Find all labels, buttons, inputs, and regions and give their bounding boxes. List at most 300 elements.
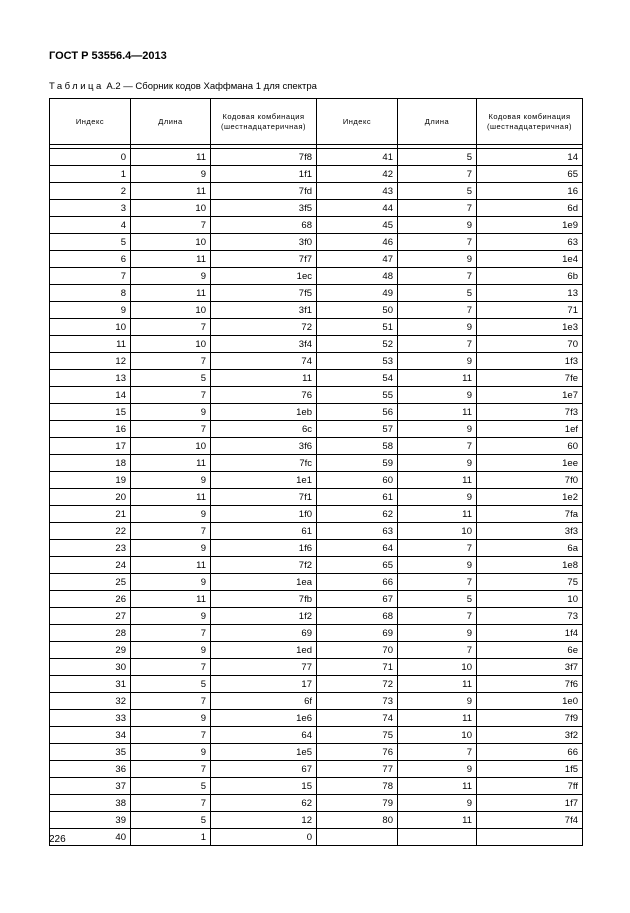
table-cell: 35 (50, 744, 131, 761)
table-cell: 7fe (477, 370, 583, 387)
table-cell: 14 (477, 149, 583, 166)
table-cell: 70 (317, 642, 398, 659)
table-cell: 9 (131, 642, 211, 659)
table-cell: 9 (131, 710, 211, 727)
table-row (50, 370, 583, 387)
table-cell: 9 (398, 353, 477, 370)
table-cell: 7f4 (477, 812, 583, 829)
table-cell (477, 829, 583, 846)
table-cell: 3f0 (211, 234, 317, 251)
table-cell: 25 (50, 574, 131, 591)
table-cell: 9 (131, 404, 211, 421)
table-row (50, 149, 583, 166)
table-cell: 59 (317, 455, 398, 472)
table-cell: 7 (131, 659, 211, 676)
table-row (50, 438, 583, 455)
table-cell: 36 (50, 761, 131, 778)
table-cell: 10 (131, 200, 211, 217)
table-row (50, 540, 583, 557)
table-row (50, 285, 583, 302)
table-row (50, 251, 583, 268)
table-cell: 11 (131, 183, 211, 200)
table-cell: 9 (398, 489, 477, 506)
table-row (50, 710, 583, 727)
table-cell: 3f2 (477, 727, 583, 744)
table-row (50, 336, 583, 353)
table-row (50, 608, 583, 625)
table-cell: 7 (398, 540, 477, 557)
column-header: Индекс (317, 99, 398, 145)
table-row (50, 183, 583, 200)
table-cell: 2 (50, 183, 131, 200)
table-cell: 12 (211, 812, 317, 829)
table-row (50, 455, 583, 472)
table-cell: 1e4 (477, 251, 583, 268)
table-cell: 68 (317, 608, 398, 625)
table-cell: 7 (131, 761, 211, 778)
table-cell: 60 (317, 472, 398, 489)
table-cell: 5 (131, 370, 211, 387)
table-cell: 71 (477, 302, 583, 319)
table-cell: 1f6 (211, 540, 317, 557)
table-cell: 7f1 (211, 489, 317, 506)
column-header: Индекс (50, 99, 131, 145)
table-cell: 75 (317, 727, 398, 744)
table-cell: 7fc (211, 455, 317, 472)
table-cell: 64 (317, 540, 398, 557)
table-cell: 7fa (477, 506, 583, 523)
table-cell: 5 (398, 183, 477, 200)
table-cell: 11 (211, 370, 317, 387)
table-cell: 1f7 (477, 795, 583, 812)
table-row (50, 217, 583, 234)
table-cell: 6e (477, 642, 583, 659)
table-cell: 7f3 (477, 404, 583, 421)
table-cell: 7 (398, 200, 477, 217)
table-cell: 9 (398, 421, 477, 438)
table-cell: 32 (50, 693, 131, 710)
table-cell: 6d (477, 200, 583, 217)
table-cell: 9 (131, 744, 211, 761)
table-cell: 61 (211, 523, 317, 540)
table-row (50, 489, 583, 506)
table-cell: 7 (398, 642, 477, 659)
table-cell: 10 (398, 727, 477, 744)
table-cell: 5 (131, 812, 211, 829)
table-cell: 30 (50, 659, 131, 676)
table-cell: 1e0 (477, 693, 583, 710)
table-row (50, 676, 583, 693)
table-cell: 13 (477, 285, 583, 302)
table-cell: 4 (50, 217, 131, 234)
table-cell: 18 (50, 455, 131, 472)
table-cell: 33 (50, 710, 131, 727)
table-cell: 57 (317, 421, 398, 438)
table-cell: 74 (211, 353, 317, 370)
table-cell: 9 (131, 166, 211, 183)
table-row (50, 761, 583, 778)
table-cell: 49 (317, 285, 398, 302)
table-caption-text: А.2 — Сборник кодов Хаффмана 1 для спектра (103, 81, 317, 92)
table-cell: 6c (211, 421, 317, 438)
table-cell: 50 (317, 302, 398, 319)
table-row (50, 659, 583, 676)
table-cell: 52 (317, 336, 398, 353)
table-cell: 7f5 (211, 285, 317, 302)
table-cell: 11 (398, 370, 477, 387)
table-cell: 5 (131, 778, 211, 795)
table-cell: 71 (317, 659, 398, 676)
table-cell: 10 (398, 659, 477, 676)
table-cell: 54 (317, 370, 398, 387)
table-cell: 1 (131, 829, 211, 846)
table-row (50, 829, 583, 846)
table-cell: 9 (131, 574, 211, 591)
table-cell: 5 (398, 285, 477, 302)
table-row (50, 387, 583, 404)
table-cell: 9 (398, 217, 477, 234)
table-cell: 64 (211, 727, 317, 744)
table-cell: 10 (131, 438, 211, 455)
table-cell: 65 (477, 166, 583, 183)
table-cell: 47 (317, 251, 398, 268)
table-row (50, 234, 583, 251)
table-header-row (50, 99, 583, 145)
table-cell: 16 (50, 421, 131, 438)
table-cell: 9 (398, 319, 477, 336)
table-cell: 61 (317, 489, 398, 506)
table-cell: 22 (50, 523, 131, 540)
table-cell: 55 (317, 387, 398, 404)
table-cell: 7 (131, 353, 211, 370)
table-cell: 9 (398, 795, 477, 812)
table-cell: 76 (317, 744, 398, 761)
table-cell: 43 (317, 183, 398, 200)
table-cell: 9 (131, 608, 211, 625)
table-cell: 10 (398, 523, 477, 540)
table-cell: 9 (131, 506, 211, 523)
table-row (50, 353, 583, 370)
table-cell: 3f6 (211, 438, 317, 455)
table-cell: 7 (131, 727, 211, 744)
table-cell: 77 (211, 659, 317, 676)
table-cell: 1e9 (477, 217, 583, 234)
table-cell: 23 (50, 540, 131, 557)
table-cell: 1e8 (477, 557, 583, 574)
table-cell: 56 (317, 404, 398, 421)
table-cell: 5 (50, 234, 131, 251)
table-cell: 73 (477, 608, 583, 625)
table-cell: 7 (131, 421, 211, 438)
table-row (50, 200, 583, 217)
table-cell: 13 (50, 370, 131, 387)
page-number: 226 (49, 834, 66, 845)
table-cell: 1ef (477, 421, 583, 438)
table-cell: 7 (50, 268, 131, 285)
table-row (50, 574, 583, 591)
table-cell: 1e1 (211, 472, 317, 489)
table-row (50, 523, 583, 540)
table-cell: 10 (131, 336, 211, 353)
table-cell: 39 (50, 812, 131, 829)
table-cell: 11 (131, 557, 211, 574)
table-cell: 7 (398, 234, 477, 251)
table-cell: 1ed (211, 642, 317, 659)
table-cell: 48 (317, 268, 398, 285)
table-cell: 9 (131, 472, 211, 489)
table-row (50, 472, 583, 489)
column-header: Кодовая комбинация (шестнадцатеричная) (211, 99, 317, 145)
table-cell: 11 (131, 149, 211, 166)
standard-designation: ГОСТ Р 53556.4—2013 (49, 50, 167, 62)
table-cell: 3f1 (211, 302, 317, 319)
table-cell: 74 (317, 710, 398, 727)
table-cell: 9 (398, 387, 477, 404)
table-cell: 9 (398, 761, 477, 778)
table-cell: 11 (398, 676, 477, 693)
table-cell: 70 (477, 336, 583, 353)
table-cell: 1e3 (477, 319, 583, 336)
table-cell: 67 (211, 761, 317, 778)
table-cell: 7 (131, 795, 211, 812)
table-cell: 69 (317, 625, 398, 642)
table-cell: 67 (317, 591, 398, 608)
table-cell: 58 (317, 438, 398, 455)
table-row (50, 795, 583, 812)
table-cell: 11 (398, 778, 477, 795)
table-cell: 8 (50, 285, 131, 302)
table-cell: 75 (477, 574, 583, 591)
table-cell: 15 (50, 404, 131, 421)
table-row (50, 591, 583, 608)
table-cell: 11 (131, 455, 211, 472)
table-cell: 66 (317, 574, 398, 591)
table-cell: 68 (211, 217, 317, 234)
huffman-code-table (49, 98, 583, 846)
table-cell: 7 (398, 608, 477, 625)
table-cell: 5 (131, 676, 211, 693)
table-cell: 7 (398, 744, 477, 761)
table-cell: 3 (50, 200, 131, 217)
table-cell: 11 (398, 404, 477, 421)
table-cell: 0 (50, 149, 131, 166)
table-cell: 11 (398, 710, 477, 727)
table-cell: 69 (211, 625, 317, 642)
table-cell: 3f3 (477, 523, 583, 540)
table-cell: 62 (317, 506, 398, 523)
table-row (50, 404, 583, 421)
table-cell: 16 (477, 183, 583, 200)
table-cell: 14 (50, 387, 131, 404)
table-cell: 45 (317, 217, 398, 234)
table-cell: 7f2 (211, 557, 317, 574)
table-cell: 7ff (477, 778, 583, 795)
table-cell: 1e7 (477, 387, 583, 404)
table-cell: 11 (398, 506, 477, 523)
table-cell: 1f0 (211, 506, 317, 523)
table-row (50, 166, 583, 183)
table-cell: 38 (50, 795, 131, 812)
table-cell: 19 (50, 472, 131, 489)
table-cell: 76 (211, 387, 317, 404)
table-cell: 46 (317, 234, 398, 251)
table-cell: 7 (398, 166, 477, 183)
table-cell: 7 (398, 268, 477, 285)
table-cell: 28 (50, 625, 131, 642)
table-row (50, 319, 583, 336)
table-cell: 1e5 (211, 744, 317, 761)
table-cell: 6a (477, 540, 583, 557)
table-row (50, 778, 583, 795)
table-cell (398, 829, 477, 846)
table-row (50, 302, 583, 319)
table-cell: 3f4 (211, 336, 317, 353)
table-cell: 1f3 (477, 353, 583, 370)
table-cell: 9 (398, 625, 477, 642)
table-cell: 9 (131, 540, 211, 557)
table-cell: 15 (211, 778, 317, 795)
table-cell: 12 (50, 353, 131, 370)
table-cell: 6 (50, 251, 131, 268)
table-cell: 6b (477, 268, 583, 285)
table-cell: 7 (131, 387, 211, 404)
table-cell: 29 (50, 642, 131, 659)
table-row (50, 268, 583, 285)
table-cell: 73 (317, 693, 398, 710)
table-cell: 1 (50, 166, 131, 183)
table-cell: 1ea (211, 574, 317, 591)
table-cell: 1ec (211, 268, 317, 285)
table-cell: 7 (131, 625, 211, 642)
table-cell: 7f7 (211, 251, 317, 268)
table-cell: 7 (398, 438, 477, 455)
table-cell: 9 (398, 455, 477, 472)
column-header: Длина (398, 99, 477, 145)
table-cell: 9 (398, 557, 477, 574)
table-row (50, 812, 583, 829)
table-cell: 7 (398, 574, 477, 591)
table-cell: 26 (50, 591, 131, 608)
table-cell (317, 829, 398, 846)
table-cell: 1ee (477, 455, 583, 472)
table-cell: 7f9 (477, 710, 583, 727)
table-cell: 11 (398, 812, 477, 829)
table-cell: 63 (317, 523, 398, 540)
table-cell: 31 (50, 676, 131, 693)
table-cell: 7 (131, 217, 211, 234)
table-cell: 63 (477, 234, 583, 251)
table-cell: 17 (50, 438, 131, 455)
table-cell: 5 (398, 591, 477, 608)
table-cell: 11 (398, 472, 477, 489)
table-cell: 11 (131, 251, 211, 268)
table-cell: 34 (50, 727, 131, 744)
table-cell: 9 (398, 251, 477, 268)
table-cell: 11 (131, 489, 211, 506)
table-cell: 1f5 (477, 761, 583, 778)
table-caption-label: Таблица (49, 81, 104, 92)
table-cell: 3f5 (211, 200, 317, 217)
table-row (50, 506, 583, 523)
table-cell: 51 (317, 319, 398, 336)
table-cell: 80 (317, 812, 398, 829)
table-cell: 0 (211, 829, 317, 846)
table-cell: 78 (317, 778, 398, 795)
table-cell: 7fd (211, 183, 317, 200)
table-row (50, 693, 583, 710)
table-cell: 1f2 (211, 608, 317, 625)
table-cell: 44 (317, 200, 398, 217)
table-cell: 7f6 (477, 676, 583, 693)
table-cell: 7f8 (211, 149, 317, 166)
table-cell: 7f0 (477, 472, 583, 489)
table-cell: 9 (398, 693, 477, 710)
table-cell: 62 (211, 795, 317, 812)
column-header: Длина (131, 99, 211, 145)
table-cell: 6f (211, 693, 317, 710)
table-cell: 21 (50, 506, 131, 523)
table-cell: 7 (131, 523, 211, 540)
table-cell: 10 (477, 591, 583, 608)
table-row (50, 642, 583, 659)
table-cell: 77 (317, 761, 398, 778)
table-cell: 5 (398, 149, 477, 166)
table-cell: 11 (131, 285, 211, 302)
column-header: Кодовая комбинация (шестнадцатеричная) (477, 99, 583, 145)
table-body (50, 145, 583, 846)
table-cell: 7fb (211, 591, 317, 608)
table-cell: 7 (398, 336, 477, 353)
table-cell: 9 (50, 302, 131, 319)
table-row (50, 744, 583, 761)
table-cell: 7 (398, 302, 477, 319)
table-cell: 53 (317, 353, 398, 370)
table-cell: 10 (131, 302, 211, 319)
table-cell: 3f7 (477, 659, 583, 676)
table-cell: 11 (131, 591, 211, 608)
table-cell: 20 (50, 489, 131, 506)
table-cell: 10 (50, 319, 131, 336)
table-cell: 66 (477, 744, 583, 761)
table-cell: 72 (211, 319, 317, 336)
table-cell: 24 (50, 557, 131, 574)
table-cell: 72 (317, 676, 398, 693)
table-cell: 60 (477, 438, 583, 455)
table-cell: 9 (131, 268, 211, 285)
table-cell: 1e6 (211, 710, 317, 727)
table-cell: 7 (131, 319, 211, 336)
table-cell: 17 (211, 676, 317, 693)
table-cell: 10 (131, 234, 211, 251)
table-row (50, 625, 583, 642)
table-cell: 1e2 (477, 489, 583, 506)
table-cell: 1f4 (477, 625, 583, 642)
table-cell: 27 (50, 608, 131, 625)
table-row (50, 727, 583, 744)
table-cell: 65 (317, 557, 398, 574)
table-cell: 1f1 (211, 166, 317, 183)
table-cell: 79 (317, 795, 398, 812)
table-row (50, 557, 583, 574)
table-cell: 40 (50, 829, 131, 846)
table-cell: 42 (317, 166, 398, 183)
table-cell: 7 (131, 693, 211, 710)
table-caption (49, 81, 317, 92)
table-row (50, 421, 583, 438)
table-cell: 1eb (211, 404, 317, 421)
table-cell: 11 (50, 336, 131, 353)
table-cell: 37 (50, 778, 131, 795)
